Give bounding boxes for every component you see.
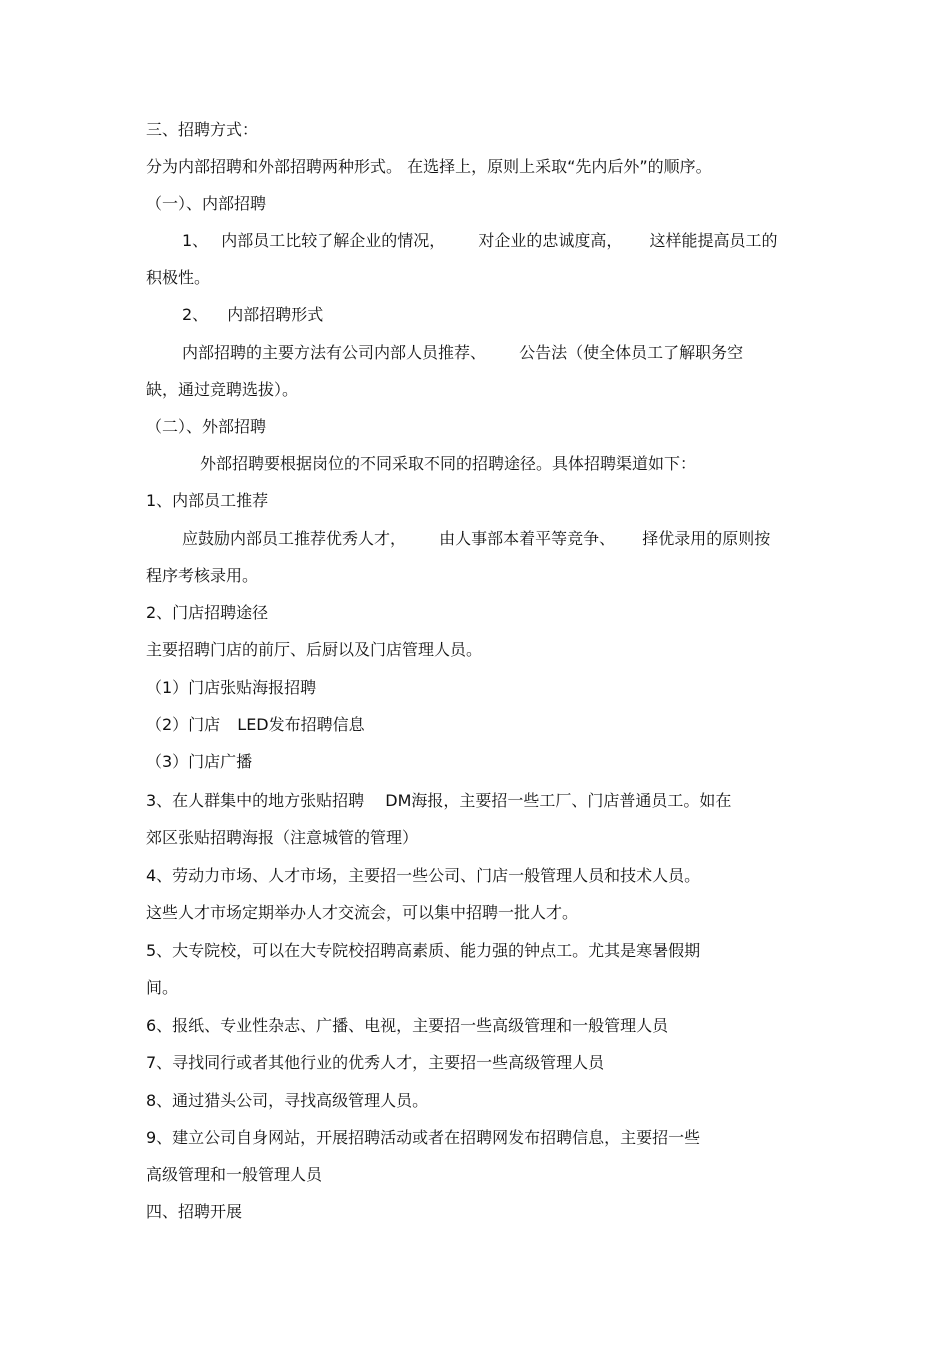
channel-4-continuation: 这些人才市场定期举办人才交流会，可以集中招聘一批人才。 — [146, 903, 579, 922]
channel-1-continuation: 程序考核录用。 — [146, 566, 259, 585]
internal-item-2-line — [182, 304, 323, 326]
external-recruitment-heading: （二）、外部招聘 — [146, 417, 267, 436]
section-4-title: 四、招聘开展 — [146, 1202, 243, 1221]
internal-recruitment-heading: （一）、内部招聘 — [146, 194, 267, 213]
channel-1-desc-line — [182, 528, 770, 550]
channel-9-line: 9、建立公司自身网站，开展招聘活动或者在招聘网发布招聘信息，主要招一些 — [146, 1128, 701, 1147]
channel-2-title: 2、门店招聘途径 — [146, 603, 269, 622]
channel-1-desc-c: 择优录用的原则按 — [642, 529, 771, 548]
internal-item-1-line — [182, 230, 778, 252]
channel-9-continuation: 高级管理和一般管理人员 — [146, 1165, 323, 1184]
internal-item-1-continuation: 积极性。 — [146, 268, 211, 287]
channel-3-part-a: 3、在人群集中的地方张贴招聘 — [146, 791, 365, 810]
internal-item-1-part-a: 内部员工比较了解企业的情况， — [221, 231, 446, 250]
channel-2-desc: 主要招聘门店的前厅、后厨以及门店管理人员。 — [146, 640, 483, 659]
channel-7-line: 7、寻找同行或者其他行业的优秀人才，主要招一些高级管理人员 — [146, 1053, 605, 1072]
internal-item-1-part-c: 这样能提高员工的 — [649, 231, 778, 250]
internal-item-2-title: 内部招聘形式 — [227, 305, 324, 324]
channel-8-line: 8、通过猎头公司，寻找高级管理人员。 — [146, 1091, 429, 1110]
channel-2-sub-2 — [146, 714, 365, 736]
internal-item-2-desc-b: 公告法（使全体员工了解职务空 — [519, 343, 744, 362]
channel-3-continuation: 郊区张贴招聘海报（注意城管的管理） — [146, 828, 419, 847]
channel-5-line: 5、大专院校，可以在大专院校招聘高素质、能力强的钟点工。尤其是寒暑假期 — [146, 941, 701, 960]
channel-1-desc-a: 应鼓励内部员工推荐优秀人才， — [182, 529, 407, 548]
external-intro: 外部招聘要根据岗位的不同采取不同的招聘途径。具体招聘渠道如下： — [200, 454, 697, 473]
channel-6-line: 6、报纸、专业性杂志、广播、电视，主要招一些高级管理和一般管理人员 — [146, 1016, 669, 1035]
internal-item-2-desc-line — [182, 342, 743, 364]
channel-5-continuation: 间。 — [146, 978, 179, 997]
internal-item-2-number: 2、 — [182, 305, 209, 324]
internal-item-2-desc-a: 内部招聘的主要方法有公司内部人员推荐、 — [182, 343, 487, 362]
channel-2-sub-1: （1）门店张贴海报招聘 — [146, 678, 317, 697]
channel-3-part-b: DM海报，主要招一些工厂、门店普通员工。如在 — [385, 791, 732, 810]
channel-1-title: 1、内部员工推荐 — [146, 491, 269, 510]
channel-2-sub-3: （3）门店广播 — [146, 752, 253, 771]
section-3-title: 三、招聘方式： — [146, 120, 259, 139]
channel-2-sub-2-part-a: （2）门店 — [146, 715, 221, 734]
internal-item-2-continuation: 缺，通过竞聘选拔）。 — [146, 380, 299, 399]
intro-paragraph: 分为内部招聘和外部招聘两种形式。 在选择上，原则上采取“先内后外”的顺序。 — [146, 157, 712, 176]
channel-1-desc-b: 由人事部本着平等竞争、 — [439, 529, 616, 548]
internal-item-1-part-b: 对企业的忠诚度高， — [478, 231, 623, 250]
channel-4-line: 4、劳动力市场、人才市场，主要招一些公司、门店一般管理人员和技术人员。 — [146, 866, 701, 885]
internal-item-1-number: 1、 — [182, 231, 209, 250]
channel-3-line — [146, 790, 731, 812]
channel-2-sub-2-part-b: LED发布招聘信息 — [237, 715, 365, 734]
